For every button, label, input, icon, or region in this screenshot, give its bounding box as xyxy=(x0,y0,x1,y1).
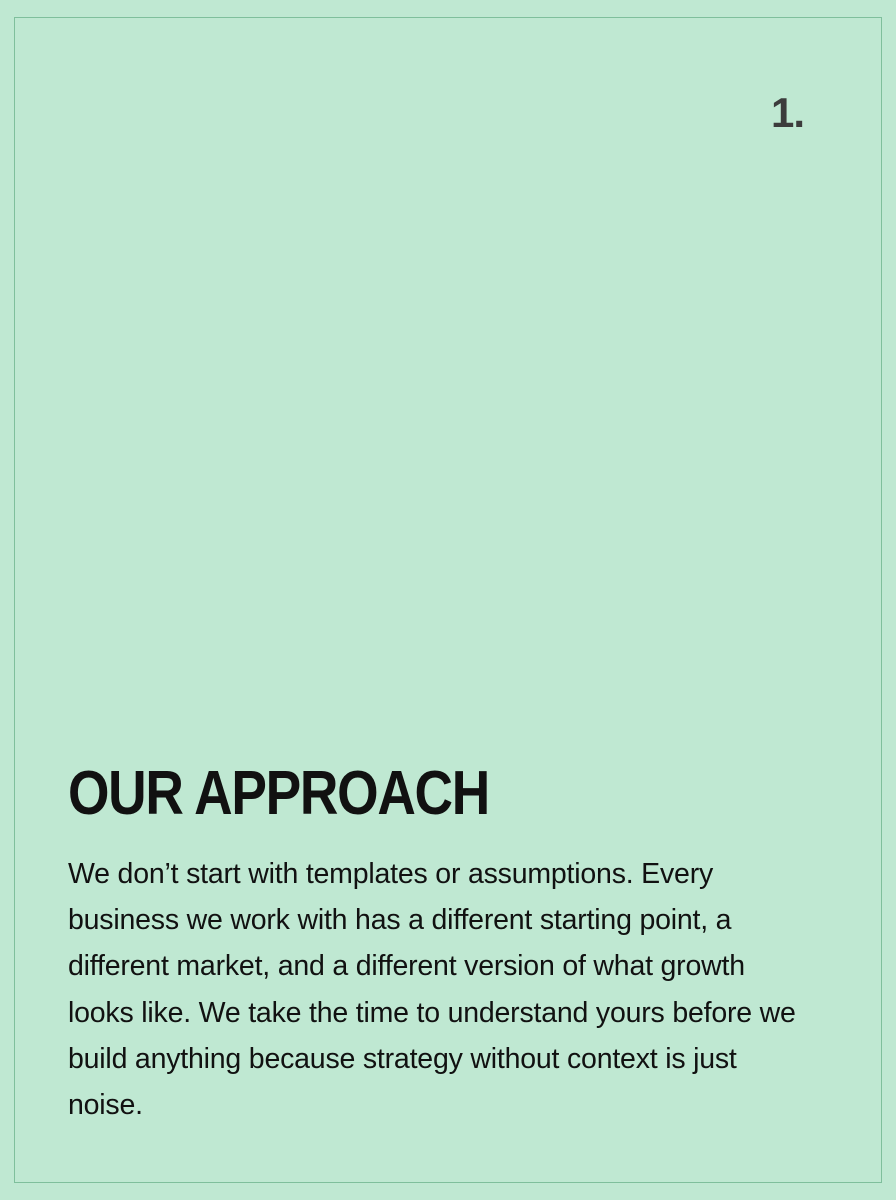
slide-number: 1. xyxy=(770,89,804,136)
page-title: OUR APPROACH xyxy=(68,759,489,829)
body-paragraph: We don’t start with templates or assumptions. Every business we work with has a different starting point, a different market, and a different version of what growth looks like. We take the time to understand yours before we build anything because strategy without context is just noise. xyxy=(68,858,796,1121)
slide-content-block xyxy=(68,759,816,1128)
